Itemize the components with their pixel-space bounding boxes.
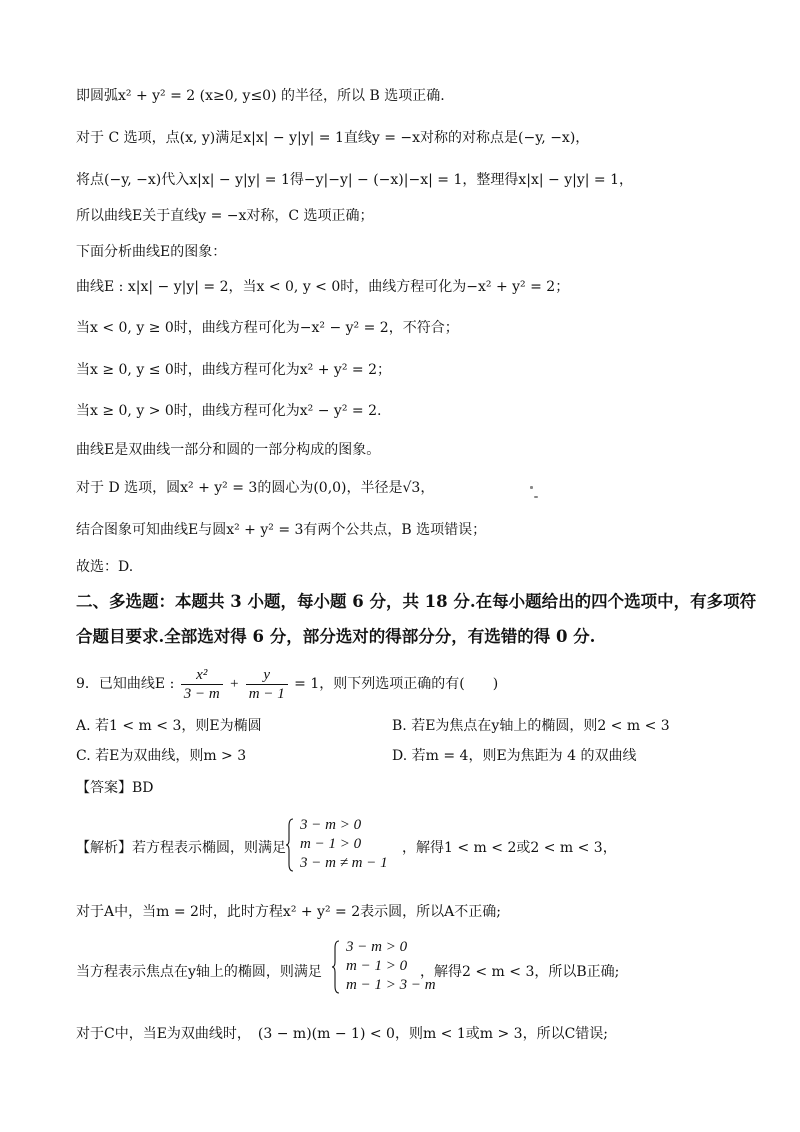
- answer-line: 【答案】BD: [76, 780, 154, 796]
- analysis-intro-2: 当方程表示焦点在y轴上的椭圆，则满足: [76, 964, 322, 980]
- solution-line-13: 故选：D.: [76, 559, 134, 575]
- scan-speck: [534, 496, 538, 498]
- solution-line-10: 曲线E是双曲线一部分和圆的一部分构成的图象。: [76, 442, 381, 458]
- scan-speck: [530, 486, 533, 489]
- brace-icon: [332, 940, 340, 994]
- analysis-line-a: 对于A中，当m = 2时，此时方程x² + y² = 2表示圆，所以A不正确;: [76, 904, 501, 920]
- option-d: D. 若m = 4，则E为焦距为 4 的双曲线: [392, 748, 637, 764]
- solution-line-3: 将点(−y, −x)代入x|x| − y|y| = 1得−y|−y| − (−x)|−x| = 1，整理得x|x| − y|y| = 1，: [76, 172, 634, 188]
- solution-line-12: 结合图象可知曲线E与圆x² + y² = 3有两个公共点，B 选项错误；: [76, 522, 487, 538]
- plus-sign: +: [229, 676, 240, 692]
- fraction-x2: [181, 666, 223, 703]
- system2-row-2: m − 1 > 0: [346, 958, 408, 974]
- option-b: B. 若E为焦点在y轴上的椭圆，则2 < m < 3: [392, 718, 670, 734]
- solution-line-5: 下面分析曲线E的图象：: [76, 244, 227, 260]
- solution-line-1: 即圆弧x² + y² = 2 (x≥0, y≤0) 的半径，所以 B 选项正确.: [76, 88, 445, 104]
- solution-line-4: 所以曲线E关于直线y = −x对称，C 选项正确；: [76, 208, 374, 224]
- option-a: A. 若1 < m < 3，则E为椭圆: [76, 718, 262, 734]
- question-suffix: = 1，则下列选项正确的有( ): [294, 676, 499, 692]
- section-heading-line-1: 二、多选题：本题共 3 小题，每小题 6 分，共 18 分.在每小题给出的四个选项中，有多项符: [76, 592, 757, 611]
- brace-icon: [286, 818, 294, 872]
- question-prefix: 9．已知曲线E :: [76, 676, 175, 692]
- system2-row-3: m − 1 > 3 − m: [346, 977, 436, 993]
- section-heading-line-2: 合题目要求.全部选对得 6 分，部分选对的得部分分，有选错的得 0 分.: [76, 627, 596, 646]
- fraction-y2-denominator: m − 1: [248, 685, 285, 702]
- system1-row-3: 3 − m ≠ m − 1: [300, 855, 388, 871]
- system1-row-1: 3 − m > 0: [300, 817, 362, 833]
- analysis-intro: 【解析】若方程表示椭圆，则满足: [76, 840, 286, 856]
- solution-line-11: 对于 D 选项，圆x² + y² = 3的圆心为(0,0)，半径是√3，: [76, 480, 435, 496]
- analysis-result-2: ，解得2 < m < 3，所以B正确;: [420, 964, 620, 980]
- fraction-y2: [246, 666, 288, 703]
- solution-line-8: 当x ≥ 0, y ≤ 0时，曲线方程可化为x² + y² = 2；: [76, 362, 391, 378]
- fraction-y2-numerator: y: [246, 666, 288, 685]
- system1-row-2: m − 1 > 0: [300, 836, 362, 852]
- analysis-result-1: ，解得1 < m < 2或2 < m < 3，: [402, 840, 617, 856]
- solution-line-7: 当x < 0, y ≥ 0时，曲线方程可化为−x² − y² = 2，不符合；: [76, 320, 459, 336]
- fraction-x2-denominator: 3 − m: [183, 685, 220, 702]
- system2-row-1: 3 − m > 0: [346, 939, 408, 955]
- option-c: C. 若E为双曲线，则m > 3: [76, 748, 247, 764]
- analysis-line-c: 对于C中，当E为双曲线时， (3 − m)(m − 1) < 0，则m < 1或m > 3，所以C错误;: [76, 1026, 608, 1042]
- fraction-x2-numerator: x²: [181, 666, 223, 685]
- solution-line-6: 曲线E : x|x| − y|y| = 2，当x < 0, y < 0时，曲线方程可化为−x² + y² = 2；: [76, 279, 570, 295]
- question-9: [76, 662, 498, 706]
- solution-line-9: 当x ≥ 0, y > 0时，曲线方程可化为x² − y² = 2.: [76, 403, 382, 419]
- solution-line-2: 对于 C 选项，点(x, y)满足x|x| − y|y| = 1直线y = −x对称的对称点是(−y, −x)，: [76, 130, 590, 146]
